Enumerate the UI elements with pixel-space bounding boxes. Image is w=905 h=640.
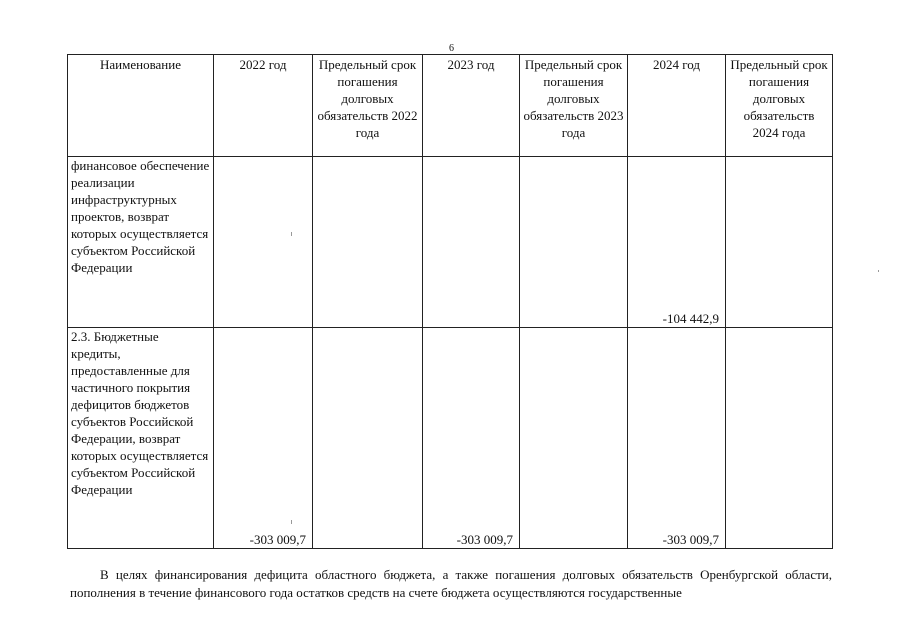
term-2022 — [313, 157, 423, 328]
header-term-2022: Предельный срок погашения долговых обязательств 2022 года — [313, 55, 423, 157]
table-header-row — [68, 55, 833, 157]
table-row — [68, 328, 833, 549]
value-2023: -303 009,7 — [423, 328, 520, 549]
body-paragraph: В целях финансирования дефицита областного бюджета, а также погашения долговых обязательств Оренбургской области, пополнения в течение финансового года остатков средств на счете бюджета осуществляются государственные — [70, 567, 832, 600]
value-2022: -303 009,7 — [214, 328, 313, 549]
value-2024: -303 009,7 — [628, 328, 726, 549]
header-name: Наименование — [68, 55, 214, 157]
scan-speck — [878, 270, 879, 272]
term-2022 — [313, 328, 423, 549]
page-number: 6 — [449, 43, 454, 54]
term-2024 — [726, 157, 833, 328]
scan-speck — [291, 520, 292, 524]
scan-speck — [291, 232, 292, 236]
header-term-2023: Предельный срок погашения долговых обязательств 2023 года — [520, 55, 628, 157]
header-term-2024: Предельный срок погашения долговых обязательств 2024 года — [726, 55, 833, 157]
debt-obligations-table — [67, 54, 833, 549]
term-2023 — [520, 157, 628, 328]
header-2024: 2024 год — [628, 55, 726, 157]
term-2023 — [520, 328, 628, 549]
row-name: 2.3. Бюджетные кредиты, предоставленные для частичного покрытия дефицитов бюджетов субъектов Российской Федерации, возврат которых осуществляется субъектом Российской Федерации — [68, 328, 214, 549]
header-2023: 2023 год — [423, 55, 520, 157]
value-2022 — [214, 157, 313, 328]
value-2024: -104 442,9 — [628, 157, 726, 328]
header-2022: 2022 год — [214, 55, 313, 157]
row-name: финансовое обеспечение реализации инфраструктурных проектов, возврат которых осуществляется субъектом Российской Федерации — [68, 157, 214, 328]
table-row — [68, 157, 833, 328]
term-2024 — [726, 328, 833, 549]
value-2023 — [423, 157, 520, 328]
